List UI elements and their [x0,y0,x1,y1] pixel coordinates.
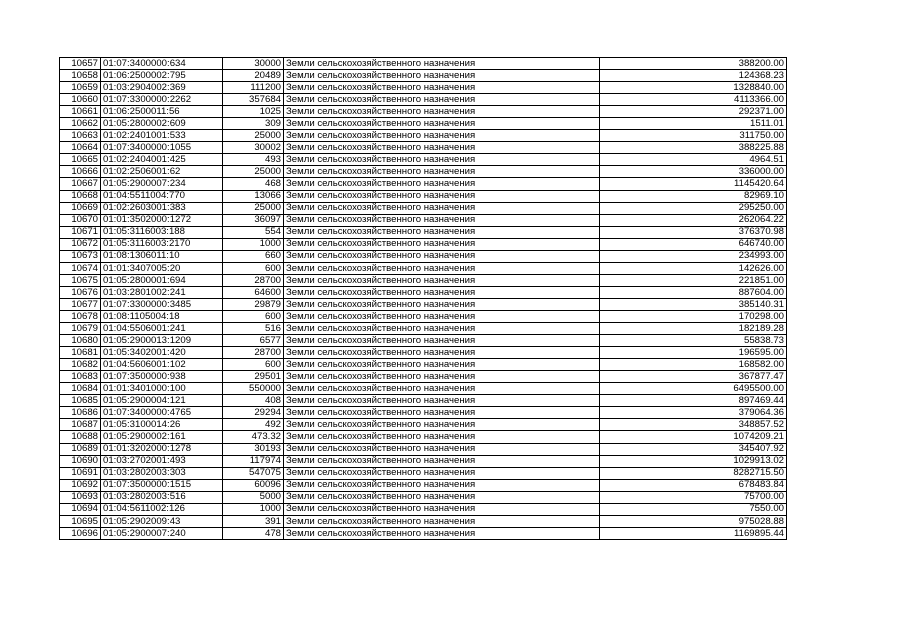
cadastral-number-cell: 01:02:2404001:425 [101,154,223,166]
cadastral-value-cell: 292371.00 [600,106,787,118]
table-row [60,395,787,407]
cadastral-number-cell: 01:07:3300000:3485 [101,298,223,310]
cadastral-number-cell: 01:06:2500011:56 [101,106,223,118]
cadastral-value-cell: 196595.00 [600,347,787,359]
land-category-cell: Земли сельскохозяйственного назначения [284,419,600,431]
row-number-cell: 10692 [60,479,101,491]
area-cell: 29879 [223,298,284,310]
cadastral-value-cell: 75700.00 [600,491,787,503]
land-category-cell: Земли сельскохозяйственного назначения [284,503,600,515]
cadastral-number-cell: 01:03:2801002:241 [101,286,223,298]
area-cell: 29294 [223,407,284,419]
row-number-cell: 10658 [60,70,101,82]
cadastral-value-cell: 262064.22 [600,214,787,226]
area-cell: 357684 [223,94,284,106]
land-category-cell: Земли сельскохозяйственного назначения [284,142,600,154]
cadastral-number-cell: 01:04:5506001:241 [101,323,223,335]
table-row [60,383,787,395]
land-category-cell: Земли сельскохозяйственного назначения [284,347,600,359]
cadastral-value-cell: 678483.84 [600,479,787,491]
row-number-cell: 10681 [60,347,101,359]
table-row [60,335,787,347]
land-category-cell: Земли сельскохозяйственного назначения [284,94,600,106]
land-category-cell: Земли сельскохозяйственного назначения [284,467,600,479]
area-cell: 29501 [223,371,284,383]
row-number-cell: 10657 [60,58,101,70]
cadastral-number-cell: 01:07:3400000:4765 [101,407,223,419]
cadastral-value-cell: 975028.88 [600,515,787,527]
cadastral-number-cell: 01:06:2500002:795 [101,70,223,82]
land-category-cell: Земли сельскохозяйственного назначения [284,298,600,310]
land-category-cell: Земли сельскохозяйственного назначения [284,323,600,335]
cadastral-value-cell: 8282715.50 [600,467,787,479]
table-row [60,347,787,359]
cadastral-value-cell: 379064.36 [600,407,787,419]
table-row [60,214,787,226]
land-category-cell: Земли сельскохозяйственного назначения [284,82,600,94]
table-row [60,310,787,322]
row-number-cell: 10661 [60,106,101,118]
row-number-cell: 10690 [60,455,101,467]
cadastral-number-cell: 01:04:5606001:102 [101,359,223,371]
land-category-cell: Земли сельскохозяйственного назначения [284,118,600,130]
land-category-cell: Земли сельскохозяйственного назначения [284,431,600,443]
cadastral-number-cell: 01:01:3502000:1272 [101,214,223,226]
cadastral-number-cell: 01:02:2603001:383 [101,202,223,214]
row-number-cell: 10671 [60,226,101,238]
area-cell: 6577 [223,335,284,347]
area-cell: 111200 [223,82,284,94]
land-category-cell: Земли сельскохозяйственного назначения [284,286,600,298]
table-row [60,419,787,431]
row-number-cell: 10669 [60,202,101,214]
area-cell: 13066 [223,190,284,202]
cadastral-value-cell: 1169895.44 [600,527,787,539]
cadastral-number-cell: 01:05:2900013:1209 [101,335,223,347]
area-cell: 1025 [223,106,284,118]
row-number-cell: 10687 [60,419,101,431]
row-number-cell: 10682 [60,359,101,371]
row-number-cell: 10666 [60,166,101,178]
row-number-cell: 10673 [60,250,101,262]
land-category-cell: Земли сельскохозяйственного назначения [284,190,600,202]
land-category-cell: Земли сельскохозяйственного назначения [284,479,600,491]
row-number-cell: 10678 [60,310,101,322]
land-category-cell: Земли сельскохозяйственного назначения [284,106,600,118]
row-number-cell: 10685 [60,395,101,407]
cadastral-value-cell: 4113366.00 [600,94,787,106]
area-cell: 547075 [223,467,284,479]
cadastral-value-cell: 646740.00 [600,238,787,250]
cadastral-number-cell: 01:03:2702001:493 [101,455,223,467]
land-category-cell: Земли сельскохозяйственного назначения [284,166,600,178]
area-cell: 516 [223,323,284,335]
table-row [60,527,787,539]
land-category-cell: Земли сельскохозяйственного назначения [284,527,600,539]
cadastral-value-cell: 182189.28 [600,323,787,335]
table-row [60,479,787,491]
cadastral-value-cell: 336000.00 [600,166,787,178]
cadastral-number-cell: 01:01:3202000:1278 [101,443,223,455]
cadastral-number-cell: 01:05:3100014:26 [101,419,223,431]
table-row [60,178,787,190]
row-number-cell: 10664 [60,142,101,154]
cadastral-value-cell: 295250.00 [600,202,787,214]
row-number-cell: 10688 [60,431,101,443]
table-row [60,226,787,238]
land-category-cell: Земли сельскохозяйственного назначения [284,335,600,347]
row-number-cell: 10663 [60,130,101,142]
row-number-cell: 10668 [60,190,101,202]
table-row [60,250,787,262]
cadastral-value-cell: 142626.00 [600,262,787,274]
row-number-cell: 10676 [60,286,101,298]
cadastral-number-cell: 01:05:3402001:420 [101,347,223,359]
table-row [60,274,787,286]
table-row [60,82,787,94]
area-cell: 64600 [223,286,284,298]
row-number-cell: 10696 [60,527,101,539]
cadastral-number-cell: 01:02:2401001:533 [101,130,223,142]
cadastral-value-cell: 1029913.02 [600,455,787,467]
cadastral-number-cell: 01:08:1105004:18 [101,310,223,322]
area-cell: 478 [223,527,284,539]
row-number-cell: 10689 [60,443,101,455]
cadastral-number-cell: 01:05:2800002:609 [101,118,223,130]
area-cell: 60096 [223,479,284,491]
cadastral-number-cell: 01:07:3400000:1055 [101,142,223,154]
cadastral-value-cell: 6495500.00 [600,383,787,395]
row-number-cell: 10670 [60,214,101,226]
cadastral-value-cell: 897469.44 [600,395,787,407]
table-row [60,431,787,443]
area-cell: 554 [223,226,284,238]
land-category-cell: Земли сельскохозяйственного назначения [284,214,600,226]
table-row [60,455,787,467]
cadastral-number-cell: 01:07:3400000:634 [101,58,223,70]
area-cell: 30002 [223,142,284,154]
land-category-cell: Земли сельскохозяйственного назначения [284,310,600,322]
cadastral-value-cell: 1145420.64 [600,178,787,190]
cadastral-value-cell: 345407.92 [600,443,787,455]
cadastral-value-cell: 221851.00 [600,274,787,286]
cadastral-value-cell: 388225.88 [600,142,787,154]
area-cell: 550000 [223,383,284,395]
cadastral-number-cell: 01:04:5511004:770 [101,190,223,202]
cadastral-value-cell: 170298.00 [600,310,787,322]
area-cell: 25000 [223,130,284,142]
table-row [60,323,787,335]
cadastral-number-cell: 01:01:3407005:20 [101,262,223,274]
area-cell: 28700 [223,347,284,359]
land-category-cell: Земли сельскохозяйственного назначения [284,395,600,407]
cadastral-number-cell: 01:04:5611002:126 [101,503,223,515]
area-cell: 309 [223,118,284,130]
table-row [60,238,787,250]
cadastral-value-cell: 385140.31 [600,298,787,310]
table-row [60,58,787,70]
row-number-cell: 10662 [60,118,101,130]
cadastral-number-cell: 01:03:2904002:369 [101,82,223,94]
cadastral-number-cell: 01:05:2900002:161 [101,431,223,443]
cadastral-value-cell: 7550.00 [600,503,787,515]
cadastral-number-cell: 01:05:3116003:2170 [101,238,223,250]
land-category-cell: Земли сельскохозяйственного назначения [284,58,600,70]
area-cell: 468 [223,178,284,190]
table-row [60,202,787,214]
cadastral-value-cell: 388200.00 [600,58,787,70]
cadastral-value-cell: 234993.00 [600,250,787,262]
land-category-cell: Земли сельскохозяйственного назначения [284,130,600,142]
cadastral-value-cell: 887604.00 [600,286,787,298]
cadastral-value-cell: 376370.98 [600,226,787,238]
area-cell: 391 [223,515,284,527]
cadastral-value-cell: 1328840.00 [600,82,787,94]
cadastral-number-cell: 01:07:3300000:2262 [101,94,223,106]
row-number-cell: 10691 [60,467,101,479]
area-cell: 30193 [223,443,284,455]
cadastral-number-cell: 01:03:2802003:516 [101,491,223,503]
area-cell: 600 [223,262,284,274]
table-row [60,298,787,310]
cadastral-number-cell: 01:05:3116003:188 [101,226,223,238]
land-category-cell: Земли сельскохозяйственного назначения [284,250,600,262]
table-row [60,467,787,479]
land-category-cell: Земли сельскохозяйственного назначения [284,202,600,214]
cadastral-number-cell: 01:07:3500000:1515 [101,479,223,491]
cadastral-value-cell: 1511.01 [600,118,787,130]
cadastral-number-cell: 01:05:2900007:240 [101,527,223,539]
table-row [60,154,787,166]
area-cell: 1000 [223,238,284,250]
area-cell: 473.32 [223,431,284,443]
cadastral-number-cell: 01:05:2800001:694 [101,274,223,286]
table-row [60,443,787,455]
row-number-cell: 10679 [60,323,101,335]
row-number-cell: 10672 [60,238,101,250]
area-cell: 493 [223,154,284,166]
land-category-cell: Земли сельскохозяйственного назначения [284,491,600,503]
land-category-cell: Земли сельскохозяйственного назначения [284,262,600,274]
row-number-cell: 10686 [60,407,101,419]
cadastral-value-cell: 55838.73 [600,335,787,347]
table-row [60,70,787,82]
cadastral-number-cell: 01:05:2900007:234 [101,178,223,190]
cadastral-value-cell: 367877.47 [600,371,787,383]
cadastral-number-cell: 01:08:1306011:10 [101,250,223,262]
land-category-cell: Земли сельскохозяйственного назначения [284,359,600,371]
area-cell: 1000 [223,503,284,515]
cadastral-value-cell: 82969.10 [600,190,787,202]
area-cell: 30000 [223,58,284,70]
table-row [60,286,787,298]
land-category-cell: Земли сельскохозяйственного назначения [284,274,600,286]
land-category-cell: Земли сельскохозяйственного назначения [284,238,600,250]
area-cell: 408 [223,395,284,407]
table-row [60,142,787,154]
table-row [60,407,787,419]
cadastral-value-cell: 124368.23 [600,70,787,82]
land-category-cell: Земли сельскохозяйственного назначения [284,443,600,455]
row-number-cell: 10680 [60,335,101,347]
row-number-cell: 10695 [60,515,101,527]
table-row [60,371,787,383]
row-number-cell: 10665 [60,154,101,166]
cadastral-value-cell: 311750.00 [600,130,787,142]
land-category-cell: Земли сельскохозяйственного назначения [284,226,600,238]
table-row [60,130,787,142]
table-row [60,166,787,178]
land-category-cell: Земли сельскохозяйственного назначения [284,371,600,383]
area-cell: 600 [223,310,284,322]
area-cell: 492 [223,419,284,431]
land-category-cell: Земли сельскохозяйственного назначения [284,407,600,419]
table-body [60,58,787,540]
table-row [60,106,787,118]
row-number-cell: 10694 [60,503,101,515]
cadastral-number-cell: 01:03:2802003:303 [101,467,223,479]
table-row [60,190,787,202]
cadastral-number-cell: 01:02:2506001:62 [101,166,223,178]
land-category-cell: Земли сельскохозяйственного назначения [284,70,600,82]
area-cell: 5000 [223,491,284,503]
area-cell: 25000 [223,202,284,214]
area-cell: 600 [223,359,284,371]
row-number-cell: 10677 [60,298,101,310]
table-row [60,94,787,106]
area-cell: 25000 [223,166,284,178]
land-category-cell: Земли сельскохозяйственного назначения [284,383,600,395]
land-plots-table [59,57,787,540]
table-row [60,359,787,371]
cadastral-number-cell: 01:05:2902009:43 [101,515,223,527]
area-cell: 660 [223,250,284,262]
row-number-cell: 10674 [60,262,101,274]
cadastral-value-cell: 168582.00 [600,359,787,371]
area-cell: 36097 [223,214,284,226]
row-number-cell: 10659 [60,82,101,94]
cadastral-value-cell: 348857.52 [600,419,787,431]
cadastral-value-cell: 1074209.21 [600,431,787,443]
table-row [60,262,787,274]
row-number-cell: 10684 [60,383,101,395]
area-cell: 20489 [223,70,284,82]
land-category-cell: Земли сельскохозяйственного назначения [284,178,600,190]
area-cell: 28700 [223,274,284,286]
cadastral-number-cell: 01:01:3401000:100 [101,383,223,395]
table-row [60,491,787,503]
row-number-cell: 10683 [60,371,101,383]
row-number-cell: 10675 [60,274,101,286]
row-number-cell: 10693 [60,491,101,503]
cadastral-number-cell: 01:05:2900004:121 [101,395,223,407]
land-category-cell: Земли сельскохозяйственного назначения [284,515,600,527]
row-number-cell: 10660 [60,94,101,106]
land-category-cell: Земли сельскохозяйственного назначения [284,154,600,166]
table-row [60,503,787,515]
land-category-cell: Земли сельскохозяйственного назначения [284,455,600,467]
area-cell: 117974 [223,455,284,467]
row-number-cell: 10667 [60,178,101,190]
cadastral-number-cell: 01:07:3500000:938 [101,371,223,383]
cadastral-value-cell: 4964.51 [600,154,787,166]
table-row [60,515,787,527]
table-row [60,118,787,130]
